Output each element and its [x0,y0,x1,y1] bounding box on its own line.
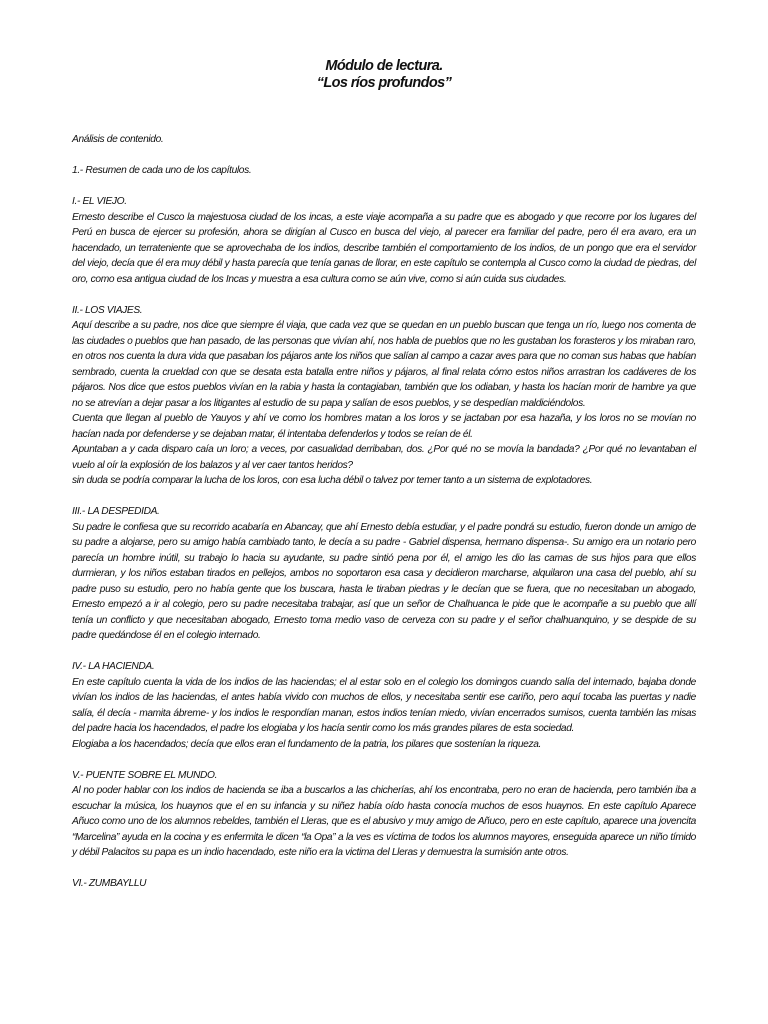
chapter-title: IV.- LA HACIENDA. [72,661,155,672]
intro-block [72,132,696,179]
chapter-paragraph: Ernesto describe el Cusco la majestuosa ciudad de los incas, a este viaje acompaña a su padre que es abogado y que recorre por los lugares del Perú en busca de ejercer su profesión, ahora se dirigían al Cusco en busca del viejo, al parecer era familiar del padre, pero él era avaro, era un hacendado, un terrateniente que se aprovechaba de los indios, describe también el comportamiento de los indios, de un pongo que era el servidor del viejo, decía que él era muy débil y hasta parecía que tenía ganas de llorar, en este capítulo se contempla al Cusco como la ciudad de piedras, del oro, como esa antigua ciudad de los Incas y muestra a esa cultura como se aún vive, como si aún cuida sus ciudades. [72,211,696,285]
chapter-section [72,194,696,287]
chapter-section [72,504,696,644]
chapter-paragraph: Su padre le confiesa que su recorrido acabaría en Abancay, que ahí Ernesto debía estudiar, y el padre pondrá su estudio, fueron donde un amigo de su padre a alojarse, pero su amigo había cambiado tanto, le decía a su padre - Gabriel dispensa, hermano dispensa-. Su amigo era un notario pero parecía un hombre inútil, su trabajo lo hacia su ayudante, su padre sintió pena por él, el amigo les dio las camas de sus hijos para que ellos durmieran, y los niños estaban tirados en pellejos, ambos no soportaron esa casa y decidieron marcharse, alquilaron una casa del pueblo, ahí su padre puso su estudio, pero no había gente que los buscara, hasta le tiraban piedras y le decían que se fuera, que no necesitaban un abogado, Ernesto empezó a ir al colegio, pero su padre necesitaba trabajar, así que un señor de Chalhuanca le pide que le acompañe a su pueblo que allí tenía un conflicto y que necesitaban abogado, Ernesto toma medio vaso de cerveza con su padre y el señor chalhuanquino, y se despide de su padre quedándose él en el colegio internado. [72,521,696,641]
analysis-heading: Análisis de contenido. [72,134,164,145]
title-line-1: Módulo de lectura. [325,58,443,74]
chapter-title: III.- LA DESPEDIDA. [72,506,160,517]
chapter-sections [72,194,696,892]
chapter-paragraph: Elogiaba a los hacendados; decía que ellos eran el fundamento de la patria, los pilares que sostenían la riqueza. [72,738,542,750]
chapter-paragraph: En este capítulo cuenta la vida de los indios de las haciendas; el al estar solo en el colegio los domingos cuando salía del internado, bajaba donde vivían los indios de las haciendas, el antes había vivido con muchos de ellos, y necesitaba sentir ese cariño, pero aquí tocaba las puertas y nadie salía, él decía - mamita ábreme- y los indios le respondían manan, estos indios tenían miedo, vivían encerrados sumisos, cuenta también las misas del padre hacia los hacendados, el padre los elogiaba y los hacía sentir como los más grandes pilares de esta sociedad. [72,676,696,734]
chapter-paragraph: sin duda se podría comparar la lucha de los loros, con esa lucha débil o talvez por temer tanto a un sistema de explotadores. [72,475,593,486]
chapter-title: II.- LOS VIAJES. [72,304,143,316]
chapter-section [72,659,696,752]
document-title [72,58,696,92]
chapter-paragraph: Aquí describe a su padre, nos dice que siempre él viaja, que cada vez que se quedan en un pueblo buscan que tenga un río, luego nos comenta de las ciudades o pueblos que han pasado, de las personas que vivían ahí, nos habla de pueblos que no les gustaban los forasteros y los miraban raro, en otros nos cuenta la dura vida que pasaban los pájaros ante los niños que salían al campo a cazar aves para que no coman sus habas que habían sembrado, cuenta la crueldad con que se desata esta batalla entre niños y pájaros, al final relata cómo estos niños arrastran los cadáveres de los pájaros. Nos dice que estos pueblos vivían en la rabia y hasta la contagiaban, también que los odiaban, y hasta los hacían morir de hambre ya que no se atrevían a dejar pasar a los litigantes al estudio de su papa y salían de esos pueblos, y se despedían maldiciéndolos. [72,320,696,409]
chapter-paragraph: Cuenta que llegan al pueblo de Yauyos y ahí ve como los hombres matan a los loros y se jactaban por esa hazaña, y los loros no se movían no hacían nada por defenderse y se dejaban matar, él intentaba defenderlos y todos se reían de él. [72,413,696,440]
summary-heading: 1.- Resumen de cada uno de los capítulos. [72,165,252,176]
chapter-section [72,303,696,489]
chapter-title: I.- EL VIEJO. [72,196,127,207]
chapter-title: V.- PUENTE SOBRE EL MUNDO. [72,769,218,781]
title-line-2: “Los ríos profundos” [316,75,452,91]
chapter-paragraph: Apuntaban a y cada disparo caía un loro; a veces, por casualidad derribaban, dos. ¿Por qué no se movía la bandada? ¿Por qué no levantaban el vuelo al oír la explosión de los balazos y al ver caer tantos heridos? [72,444,696,471]
chapter-paragraph: Al no poder hablar con los indios de hacienda se iba a buscarlos a las chicherías, ahí los encontraba, pero no eran de hacienda, pero también iba a escuchar la música, los huaynos que el en su infancia y su niñez había oído hasta conocía muchos de esos huaynos. En este capítulo Aparece Añuco como uno de los alumnos rebeldes, también el Lleras, que es el abusivo y muy amigo de Añuco, pero en este capítulo, aparece una jovencita “Marcelina” ayuda en la cocina y es enfermita le dicen “la Opa” a la ves es víctima de todos los alumnos mayores, enseguida aparece un niño tímido y débil Palacitos su papa es un indio hacendado, este niño era la victima del Lleras y demuestra la sumisión ante otros. [72,785,696,858]
chapter-title: VI.- ZUMBAYLLU [72,878,147,889]
chapter-section [72,768,696,861]
chapter-section [72,876,696,892]
